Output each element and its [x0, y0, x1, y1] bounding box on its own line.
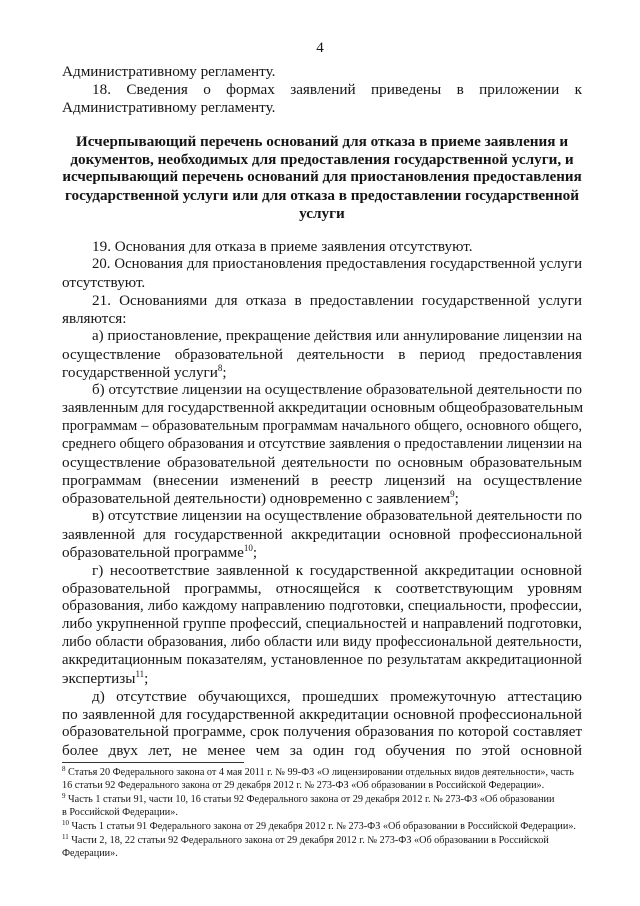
- text-line: либо области образования, либо области или виду профессиональной деятельности,: [62, 634, 582, 650]
- text-line: Административному регламенту.: [62, 99, 276, 116]
- text-line: программам (внесении изменений в реестр лицензий на осуществление: [62, 472, 582, 489]
- text-line: Административному регламенту.: [62, 63, 276, 80]
- item-a: а) приостановление, прекращение действия или аннулирование лицензии на: [92, 328, 582, 344]
- section-title-line: услуги: [299, 205, 345, 222]
- text-line: образовательной программе$^{10}$;: [62, 543, 258, 561]
- text-line: либо укрупненной группе профессий, специальностей и направлений подготовки,: [62, 616, 582, 632]
- paragraph-20: 20. Основания для приостановления предоставления государственной услуги: [92, 256, 582, 272]
- footnote-text: в Российской Федерации».: [62, 807, 178, 818]
- text-line: образования, либо каждому направлению подготовки, специальности, профессии,: [62, 598, 582, 614]
- footnote-text: Федерации».: [62, 848, 118, 859]
- paragraph-21: 21. Основаниями для отказа в предоставлении государственной услуги: [92, 292, 582, 309]
- footnote-11: $^{11}$ Части 2, 18, 22 статьи 92 Федерального закона от 29 декабря 2012 г. № 273-ФЗ «Об образовании в Российской: [62, 833, 549, 846]
- text-line: заявленным для государственной аккредитации основным общеобразовательным: [62, 400, 584, 416]
- text-line: среднего общего образования и отсутствие заявления о предоставлении лицензии на: [62, 436, 582, 452]
- footnote-8: $^8$ Статья 20 Федерального закона от 4 мая 2011 г. № 99-ФЗ «О лицензировании отдельных видов деятельности», часть: [62, 765, 574, 778]
- text-line: заявленной для государственной аккредитации основной профессиональной: [62, 526, 582, 543]
- text-line: экспертизы$^{11}$;: [62, 669, 149, 687]
- text-line: по заявленной для государственной аккредитации основной профессиональной: [62, 706, 582, 723]
- page-number: 4: [316, 40, 324, 56]
- footnote-ref: 10: [243, 543, 253, 553]
- text-line: более двух лет, не менее чем за один год обучения по этой основной: [62, 742, 582, 759]
- footnote-ref: 8: [217, 363, 223, 373]
- footnote-text: 16 статьи 92 Федерального закона от 29 декабря 2012 г. № 273-ФЗ «Об образовании в Российской Федерации».: [62, 780, 545, 791]
- text-line: образовательной программы, относящейся к соответствующим уровням: [62, 580, 582, 597]
- item-g: г) несоответствие заявленной к государственной аккредитации основной: [92, 562, 582, 579]
- section-title-line: государственной услуги или для отказа в предоставлении государственной: [64, 187, 580, 204]
- footnote-ref: 9: [450, 489, 455, 499]
- footnote-separator: [62, 762, 244, 763]
- section-title-line: Исчерпывающий перечень оснований для отказа в приеме заявления и: [75, 133, 569, 150]
- item-d: д) отсутствие обучающихся, прошедших промежуточную аттестацию: [92, 688, 582, 705]
- footnote-10: $^{10}$ Часть 1 статьи 91 Федерального закона от 29 декабря 2012 г. № 273-ФЗ «Об образовании в Российской Федерации».: [62, 819, 576, 832]
- text-line: аккредитационным показателям, установленное по результатам аккредитационной: [62, 652, 582, 668]
- text-line: образовательной деятельности) одновременно с заявлением$^9$;: [62, 489, 459, 507]
- text-line: осуществление образовательной деятельности по основным образовательным: [62, 454, 582, 471]
- paragraph-18: 18. Сведения о формах заявлений приведены в приложении к: [92, 81, 582, 98]
- text-line: образовательной программе, срок получения образования по которой составляет: [62, 724, 582, 740]
- text-line: являются:: [62, 310, 127, 327]
- text-line: программам – образовательным программам начального общего, основного общего,: [62, 418, 582, 434]
- text-line: осуществление образовательной деятельности в период предоставления: [62, 346, 582, 363]
- footnote-9: $^9$ Часть 1 статьи 91, части 10, 16 статьи 92 Федерального закона от 29 декабря 2012 г. № 273-ФЗ «Об образовании: [62, 792, 555, 805]
- item-v: в) отсутствие лицензии на осуществление образовательной деятельности по: [92, 508, 582, 524]
- text-line: государственной услуги$^8$;: [62, 363, 227, 381]
- section-title-line: документов, необходимых для предоставления государственной услуги, и: [70, 151, 574, 168]
- paragraph-19: 19. Основания для отказа в приеме заявления отсутствуют.: [92, 238, 473, 255]
- footnote-ref: 11: [135, 669, 145, 679]
- text-line: отсутствуют.: [62, 274, 146, 291]
- section-title-line: исчерпывающий перечень оснований для приостановления предоставления: [62, 169, 582, 185]
- item-b: б) отсутствие лицензии на осуществление образовательной деятельности по: [92, 382, 582, 398]
